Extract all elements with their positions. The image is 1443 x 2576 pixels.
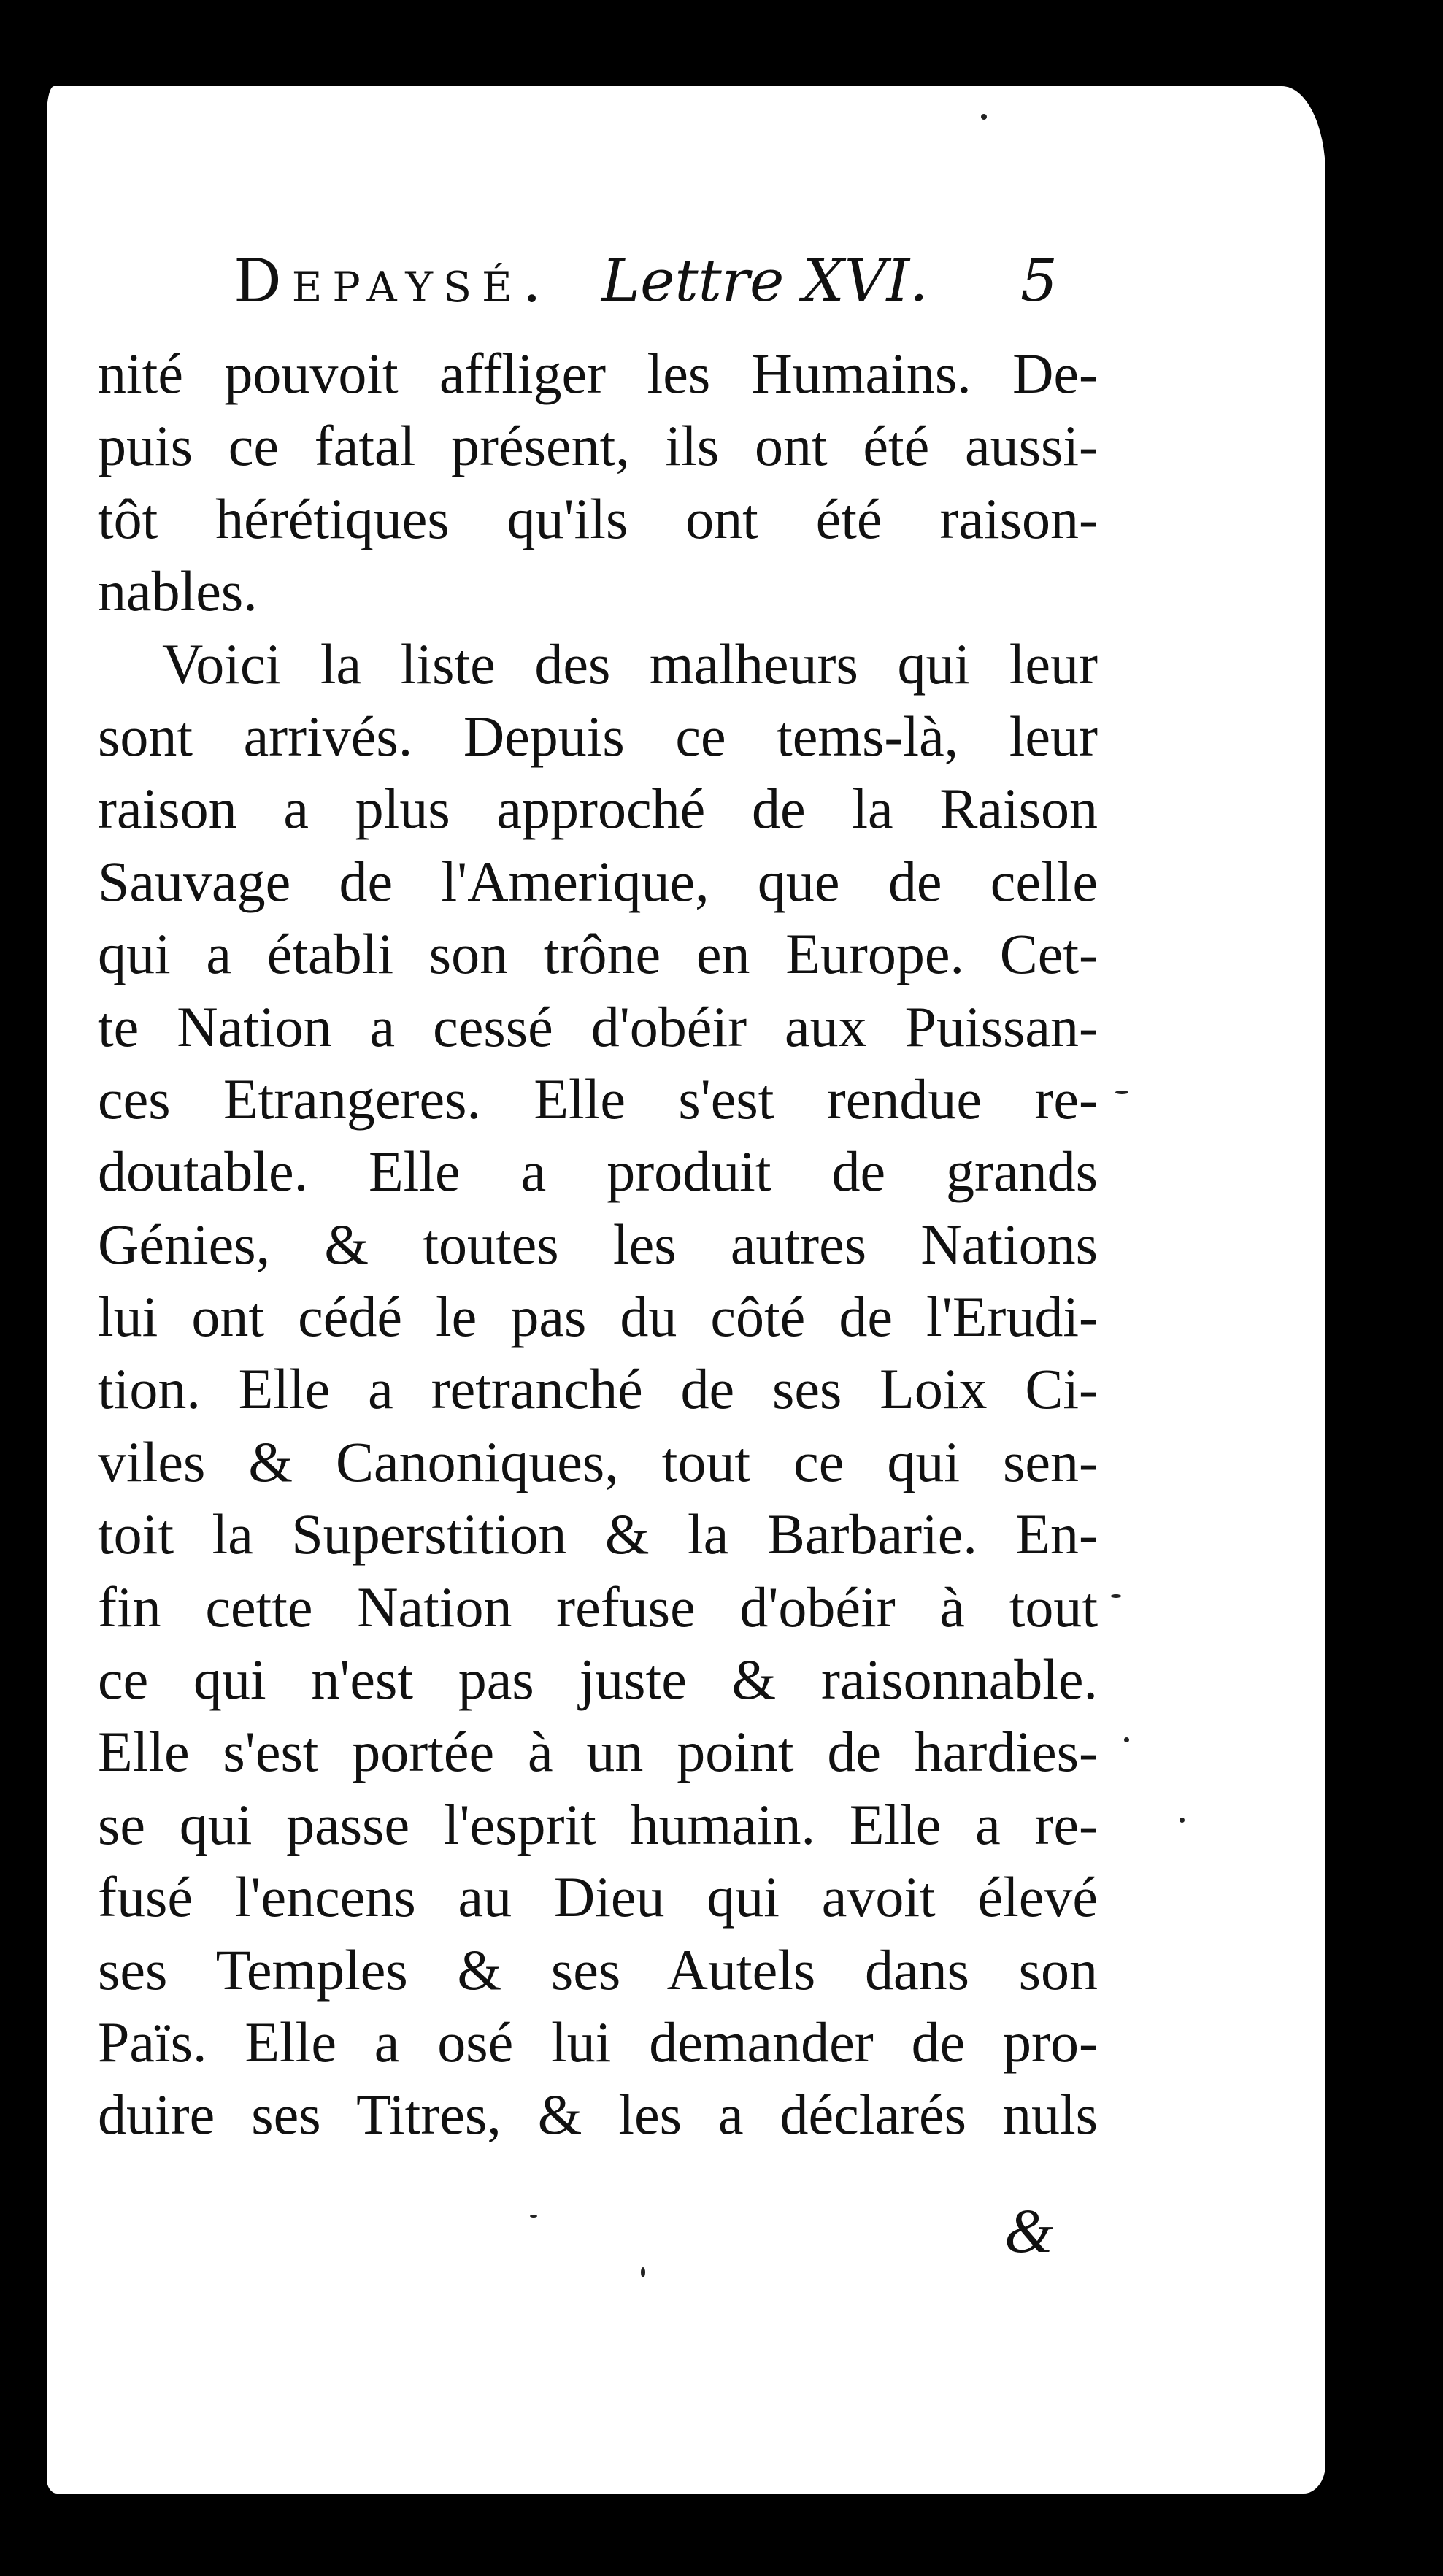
text-line: ses Temples & ses Autels dans son xyxy=(98,1937,1098,2002)
scan-speck xyxy=(981,114,987,120)
scan-speck xyxy=(641,2267,645,2277)
text-line: ces Etrangeres. Elle s'est rendue re- xyxy=(98,1066,1098,1131)
text-line: nables. xyxy=(98,559,258,623)
running-head-name: Depaysé. xyxy=(234,247,552,316)
scan-speck xyxy=(1124,1737,1129,1742)
text-line: Païs. Elle a osé lui demander de pro- xyxy=(98,2010,1098,2074)
text-line: sont arrivés. Depuis ce tems-là, leur xyxy=(98,704,1098,768)
text-line: Voici la liste des malheurs qui leur xyxy=(162,631,1098,696)
body-text xyxy=(98,337,1098,2151)
scan-speck xyxy=(1111,1594,1121,1598)
text-line: lui ont cédé le pas du côté de l'Erudi- xyxy=(98,1285,1098,1349)
running-head xyxy=(47,247,1325,342)
text-line: fusé l'encens au Dieu qui avoit élevé xyxy=(98,1865,1098,1929)
scan-speck xyxy=(1180,1818,1185,1823)
text-line: puis ce fatal présent, ils ont été aussi- xyxy=(98,414,1098,478)
text-line: doutable. Elle a produit de grands xyxy=(98,1139,1098,1204)
running-head-letter: Lettre XVI. xyxy=(601,247,928,315)
text-line: ce qui n'est pas juste & raisonnable. xyxy=(98,1648,1098,1712)
text-line: qui a établi son trône en Europe. Cet- xyxy=(98,922,1098,986)
text-line: duire ses Titres, & les a déclarés nuls xyxy=(98,2083,1098,2147)
text-line: tion. Elle a retranché de ses Loix Ci- xyxy=(98,1357,1098,1421)
text-line: Sauvage de l'Amerique, que de celle xyxy=(98,849,1098,913)
text-line: Elle s'est portée à un point de hardies- xyxy=(98,1720,1098,1784)
text-line: Génies, & toutes les autres Nations xyxy=(98,1212,1098,1276)
scan-speck xyxy=(530,2215,537,2218)
text-line: se qui passe l'esprit humain. Elle a re- xyxy=(98,1792,1098,1856)
text-line: nité pouvoit affliger les Humains. De- xyxy=(98,342,1098,405)
text-line: raison a plus approché de la Raison xyxy=(98,777,1098,841)
text-line: te Nation a cessé d'obéir aux Puissan- xyxy=(98,994,1098,1058)
book-page xyxy=(47,86,1325,2494)
text-line: viles & Canoniques, tout ce qui sen- xyxy=(98,1429,1098,1493)
text-line: toit la Superstition & la Barbarie. En- xyxy=(98,1502,1098,1566)
catchword: & xyxy=(1004,2196,1053,2266)
page-number: 5 xyxy=(1020,247,1058,315)
text-line: tôt hérétiques qu'ils ont été raison- xyxy=(98,486,1098,550)
scan-speck xyxy=(1115,1091,1128,1094)
text-line: fin cette Nation refuse d'obéir à tout xyxy=(98,1575,1098,1639)
